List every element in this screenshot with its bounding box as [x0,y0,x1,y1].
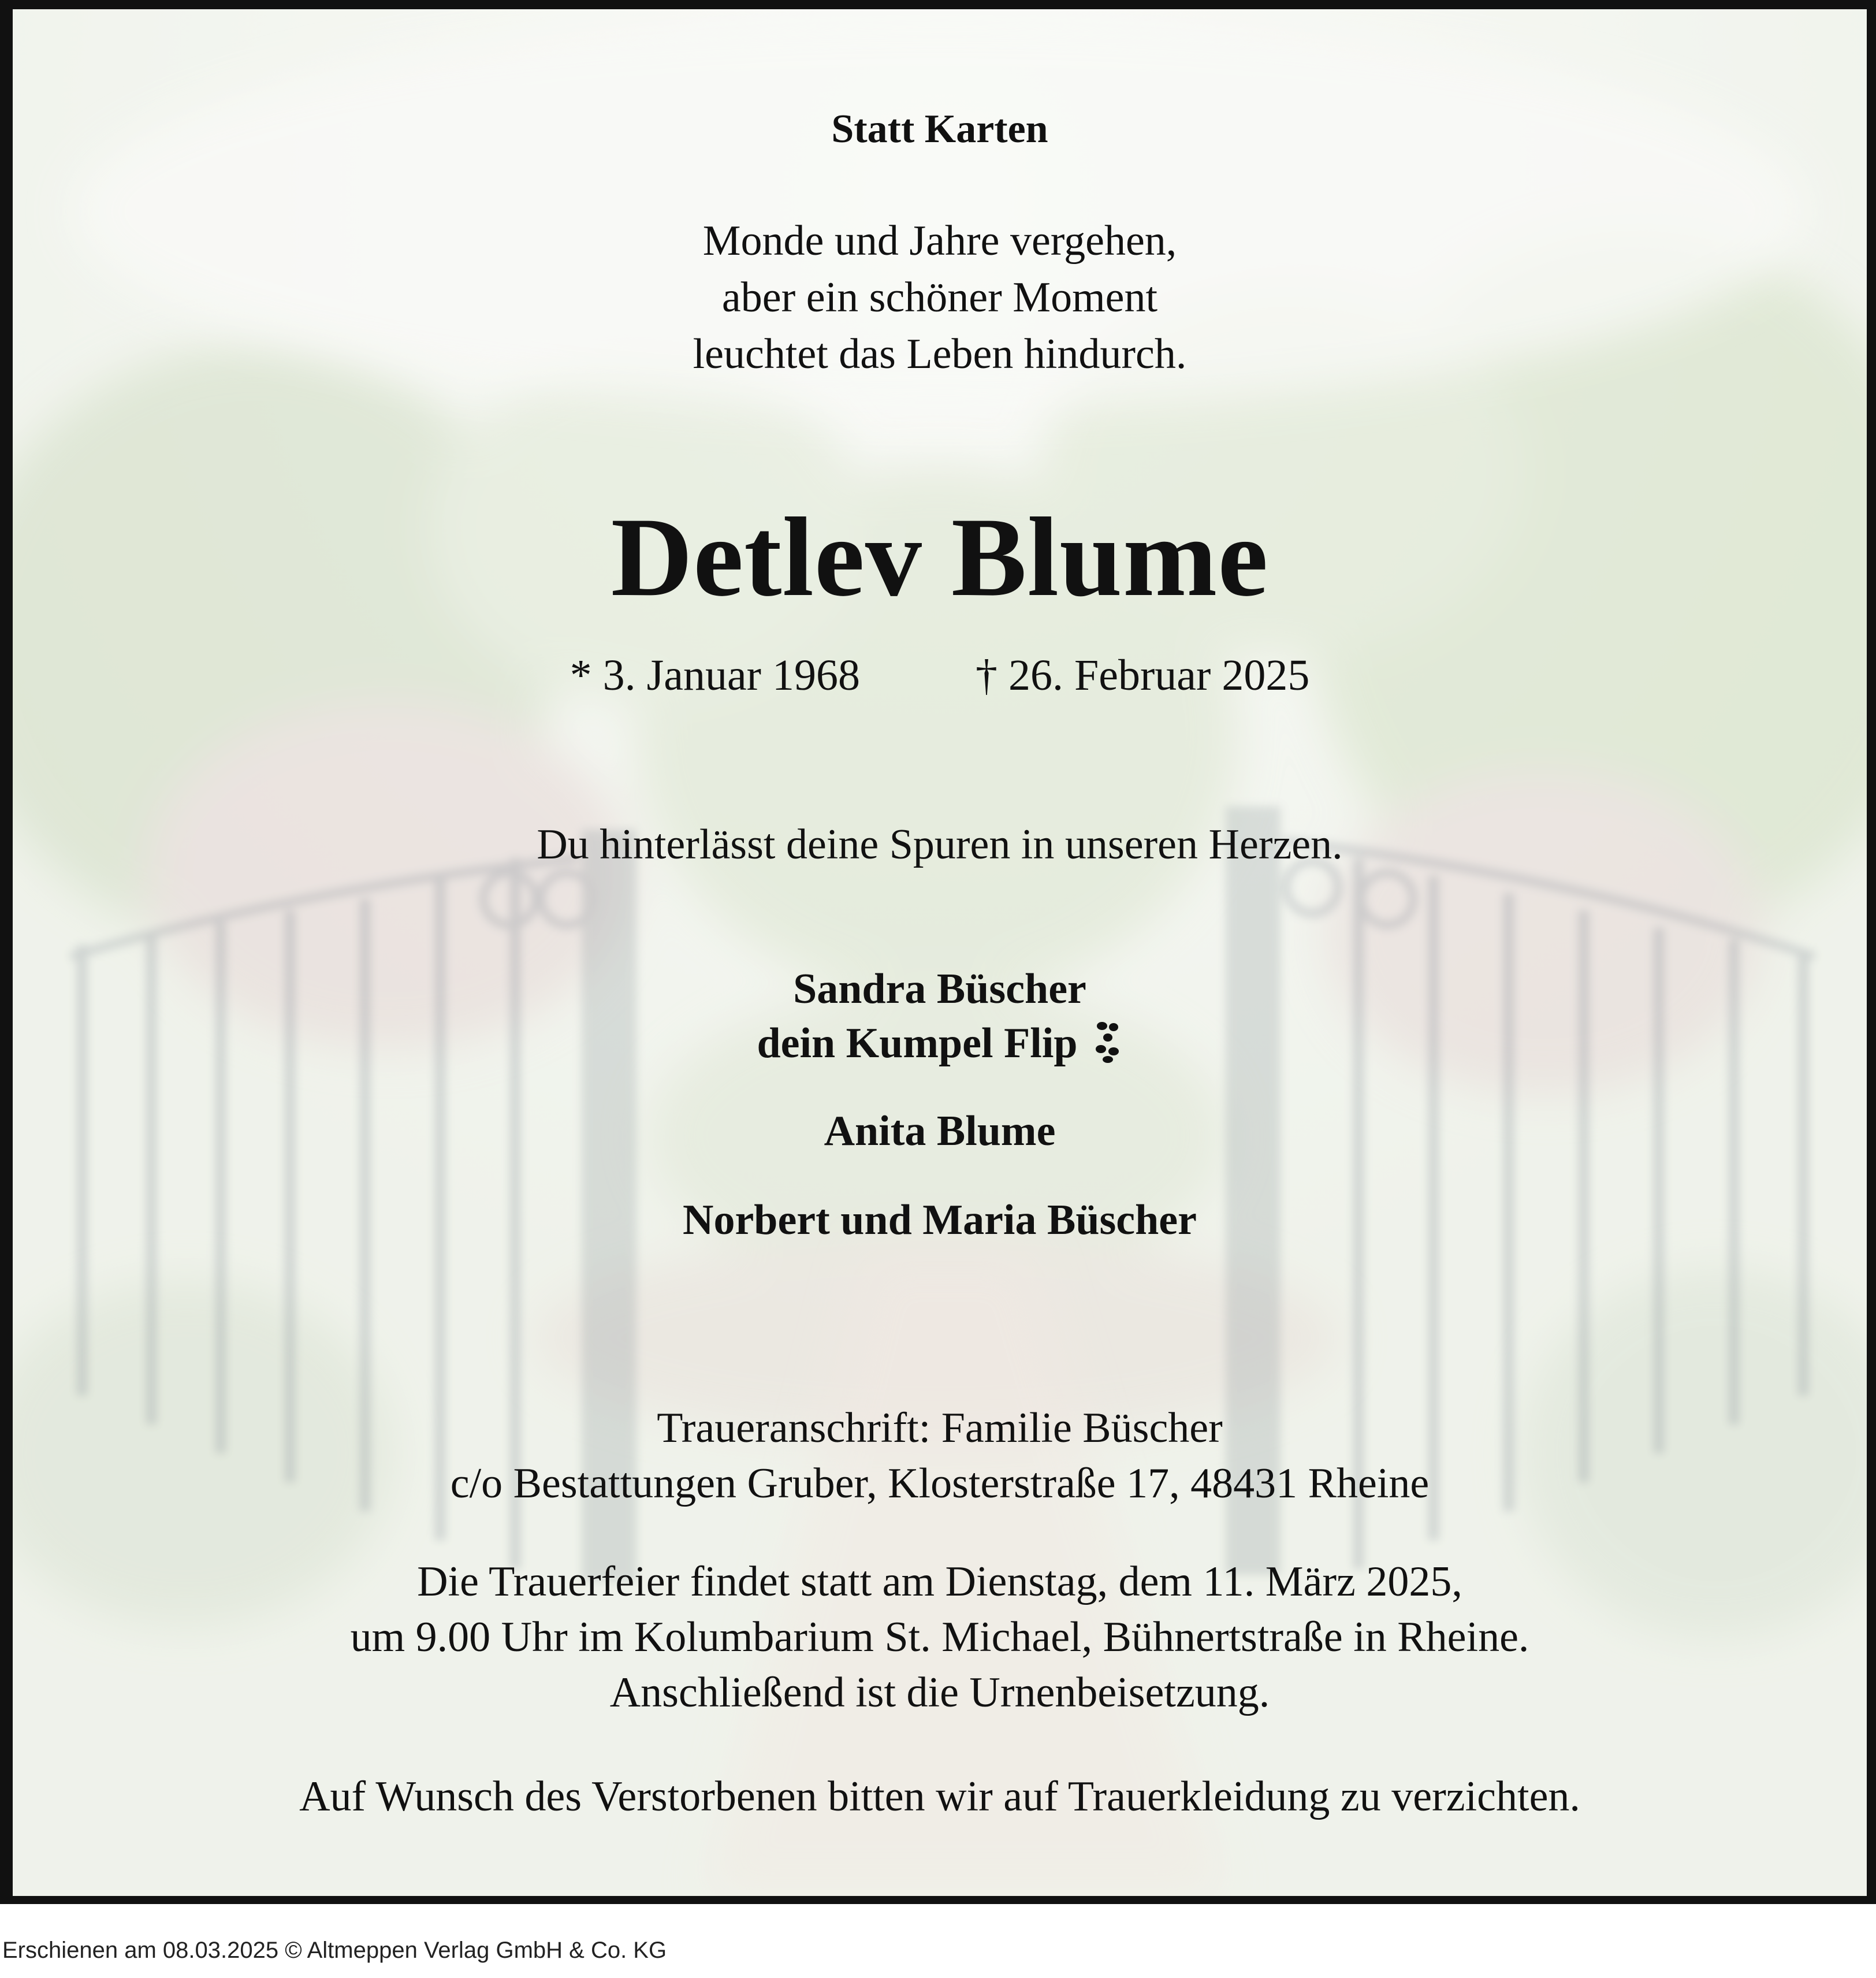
verse-line-1: Monde und Jahre vergehen, [702,217,1177,265]
mourner-anita: Anita Blume [824,1107,1056,1155]
birth-date: * 3. Januar 1968 [570,651,860,700]
ceremony-line-3: Anschließend ist die Urnenbeisetzung. [609,1669,1270,1716]
remembrance-message: Du hinterlässt deine Spuren in unseren Herzen. [537,821,1343,868]
ceremony-line-2: um 9.00 Uhr im Kolumbarium St. Michael, Bühnertstraße in Rheine. [350,1613,1529,1661]
verse-line-3: leuchtet das Leben hindurch. [693,330,1187,378]
paw-print-icon [1094,1020,1123,1063]
address-line-1: Traueranschrift: Familie Büscher [657,1404,1223,1452]
mourner-flip: dein Kumpel Flip [757,1020,1078,1067]
deceased-name: Detlev Blume [611,494,1269,620]
notice-text-content [13,9,1867,1896]
dress-request: Auf Wunsch des Verstorbenen bitten wir auf Trauerkleidung zu verzichten. [299,1773,1580,1820]
ceremony-line-1: Die Trauerfeier findet statt am Dienstag, dem 11. März 2025, [417,1558,1462,1605]
address-line-2: c/o Bestattungen Gruber, Klosterstraße 17, 48431 Rheine [450,1460,1430,1507]
mourner-norbert-maria: Norbert und Maria Büscher [683,1196,1197,1244]
life-dates [13,650,1867,701]
death-date: † 26. Februar 2025 [976,651,1310,700]
publication-footer: Erschienen am 08.03.2025 © Altmeppen Verlag GmbH & Co. KG [2,1938,667,1963]
verse-line-2: aber ein schöner Moment [721,274,1158,321]
mourner-flip-line [13,1019,1867,1068]
intro-heading: Statt Karten [831,107,1048,151]
mourner-sandra: Sandra Büscher [793,965,1086,1013]
